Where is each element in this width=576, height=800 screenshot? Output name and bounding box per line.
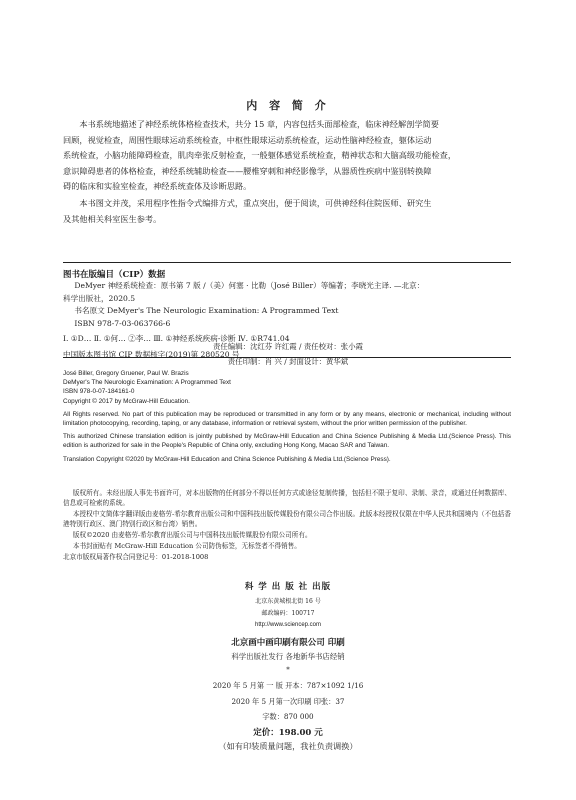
english-isbn: ISBN 978-0-07-184161-0 (63, 388, 135, 396)
english-copyright: Copyright © 2017 by McGraw-Hill Education. (63, 397, 190, 405)
publisher-postcode: 邮政编码：100717 (261, 610, 315, 617)
english-authorized: This authorized Chinese translation edition is jointly published by McGraw-Hill Education and China Science Publishing & Media Ltd.(Science Press). This edition is authorized for sale in the People's Republic of China only, excluding Hong Kong, Macao SAR and Taiwan. (63, 433, 511, 450)
cip-line: Ⅰ. ①D… Ⅱ. ①何… ②李… Ⅲ. ①神经系统疾病-诊断 Ⅳ. ①R741.04 (63, 334, 290, 344)
cip-line: ISBN 978-7-03-063766-6 (74, 318, 171, 328)
summary-line: 本书图文并茂，采用程序性指令式编排方式，重点突出，便于阅读，可供神经科住院医师、研究生 (79, 198, 432, 208)
english-book-title: DeMyer's The Neurologic Examination: A Programmed Text (63, 379, 231, 387)
legal-paragraph: 版权©2020 由麦格劳-希尔教育出版公司与中国科技出版传媒股份有限公司所有。 (72, 531, 312, 539)
summary-line: 及其他相关科室医生参考。 (63, 213, 162, 224)
price: 定价：198.00 元 (253, 728, 323, 738)
word-count: 字数：870 000 (262, 712, 314, 721)
printer-name: 北京画中画印刷有限公司 印刷 (231, 638, 345, 648)
summary-line: 回顾，视觉检查，周围性眼球运动系统检查，中枢性眼球运动系统检查，运动性脑神经检查，躯体运动 (63, 134, 432, 145)
chinese-legal-block (63, 488, 511, 562)
summary-paragraph-1 (63, 117, 511, 195)
credits-line-1: 责任编辑：沈红芬 许红霞 / 责任校对：张小霞 (213, 342, 363, 351)
publisher-address: 北京东黄城根北街 16 号 (255, 598, 321, 605)
separator-star: * (286, 666, 290, 674)
summary-title: 内 容 简 介 (246, 99, 330, 112)
quality-note: （如有印装质量问题，我社负责调换） (218, 741, 358, 751)
summary-line: 系统检查，小脑功能障碍检查，肌肉牵张反射检查，一般躯体感觉系统检查，精神状态和大脑高级功能检查， (63, 150, 457, 160)
edition-info: 2020 年 5 月第 一 版 开本：787×1092 1/16 (212, 681, 364, 690)
cip-line: DeMyer 神经系统检查：原书第 7 版 /（美）何塞 · 比勒（José Biller）等编著；李晓光主译. —北京： (74, 281, 425, 290)
legal-paragraph: 版权所有。未经出版人事先书面许可，对本出版物的任何部分不得以任何方式或途径复制传播，包括但不限于复印、录制、录音，或通过任何数据库、信息或可检索的系统。 (63, 489, 511, 507)
english-authors: José Biller, Gregory Gruener, Paul W. Brazis (63, 370, 189, 377)
summary-line: 碍的临床和实验室检查，神经系统查体及诊断思路。 (63, 181, 252, 191)
legal-paragraph: 北京市版权局著作权合同登记号：01-2018-1008 (63, 553, 209, 561)
cip-line: 书名原文 DeMyer's The Neurologic Examination: A Programmed Text (74, 306, 339, 316)
cip-line: 中国版本图书馆 CIP 数据核字(2019)第 280520 号 (63, 349, 240, 359)
summary-paragraph-2 (63, 196, 511, 227)
english-translation-copyright: Translation Copyright ©2020 by McGraw-Hill Education and China Science Publishing & Media Ltd.(Science Press). (63, 455, 391, 463)
cip-line: 科学出版社，2020.5 (63, 293, 136, 303)
summary-line: 意识障碍患者的体格检查，神经系统辅助检查——腰椎穿刺和神经影像学，从器质性疾病中鉴别转换障 (63, 165, 432, 176)
summary-line: 本书系统地描述了神经系统体格检查技术，共分 15 章，内容包括头面部检查，临床神经解剖学简要 (79, 119, 439, 129)
legal-paragraph: 本授权中文简体字翻译版由麦格劳-希尔教育出版公司和中国科技出版传媒股份有限公司合作出版。此版本经授权仅限在中华人民共和国境内（不包括香港特别行政区、澳门特别行政区和台湾）销售。 (63, 510, 511, 528)
credits-line-2: 责任印制：肖 兴 / 封面设计：黄华斌 (227, 357, 349, 366)
english-copyright-block (63, 369, 511, 464)
divider (63, 262, 511, 263)
english-rights: All Rights reserved. No part of this publication may be reproduced or transmitted in any form or by any means, electronic or mechanical, including without limitation photocopying, recording, taping, or any database, information or retrieval system, without the prior written permission of the publisher. (63, 410, 511, 428)
cip-heading: 图书在版编目（CIP）数据 (63, 270, 166, 280)
publisher-url: http://www.sciencep.com (254, 622, 322, 628)
publisher-name: 科 学 出 版 社 出版 (244, 582, 332, 592)
printing-info: 2020 年 5 月第一次印刷 印张：37 (231, 697, 345, 706)
distribution: 科学出版社发行 各地新华书店经销 (231, 652, 345, 661)
legal-paragraph: 本书封面贴有 McGraw-Hill Education 公司防伪标签，无标签者不得销售。 (72, 542, 301, 550)
